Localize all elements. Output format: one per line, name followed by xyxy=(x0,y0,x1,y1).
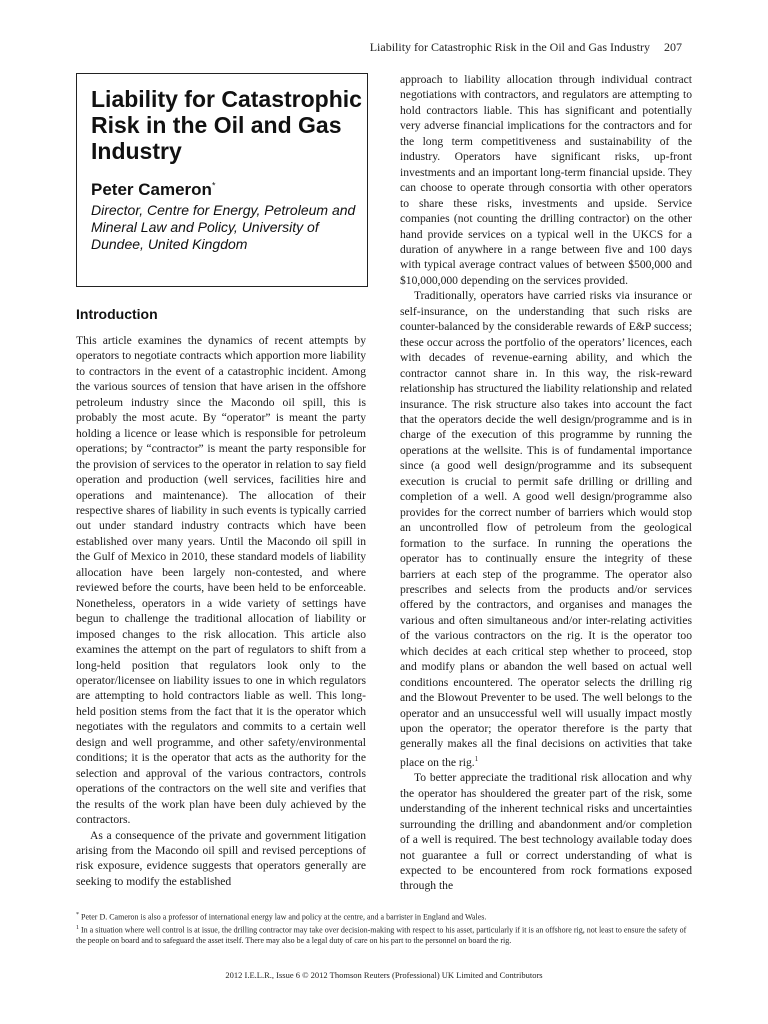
footnote-mark: * xyxy=(76,912,79,918)
right-column xyxy=(400,72,692,894)
footnote-text: In a situation where well control is at issue, the drilling contractor may take over decision-making with respect to his asset, particularly if it is an offshore rig, not least to ensure the safety of the people on board and to safeguard the asset itself. There may also be a legal duty of care on his part to the personnel on board the rig. xyxy=(76,925,687,946)
section-heading-introduction: Introduction xyxy=(76,306,158,322)
footnote-text: Peter D. Cameron is also a professor of international energy law and policy at the centre, and a barrister in England and Wales. xyxy=(81,912,487,922)
footnote xyxy=(76,923,692,947)
author-name: Peter Cameron xyxy=(91,180,212,199)
left-column xyxy=(76,333,366,889)
body-paragraph: This article examines the dynamics of recent attempts by operators to negotiate contracts which apportion more liability to contractors in the event of a catastrophic incident. Among the various sources of tension that have arisen in the offshore petroleum industry since the Macondo oil spill, this is probably the most acute. By “operator” is meant the party holding a licence or lease which is responsible for petroleum operations; by “contractor” is meant the party responsible for the provision of services to the operator in relation to say field operation and production (well services, facilities hire and operations and maintenance). The allocation of their respective shares of liability in such events is typically carried out under standard industry contracts which have been established over many years. Until the Macondo oil spill in the Gulf of Mexico in 2010, these standard models of liability allocation have been largely non-contested, and where reviewed before the courts, have been held to be enforceable. Nonetheless, operators in a wide variety of settings have begun to challenge the traditional allocation of liability or imposed changes to the risk allocation. This article also examines the attempt on the part of regulators to shift from a long-held position that regulators look only to the operator/licensee on liability issues to one in which regulators are attempting to hold contractors liable as well. This long-held position stems from the fact that it is the operator which negotiates with the regulators and commits to a certain well design and well programme, and other safety/environmental conditions; it is the operator that acts as the authority for the selection and approval of the various contractors, controls operations of the contractors on the well site and verifies that the results of the work plan have been duly achieved by the contractors. xyxy=(76,334,366,827)
author-line xyxy=(91,180,367,200)
body-paragraph: As a consequence of the private and government litigation arising from the Macondo oil spill and revised perceptions of risk exposure, evidence suggests that operators generally are seeking to modify the established xyxy=(76,828,366,888)
article-title: Liability for Catastrophic Risk in the Oil and Gas Industry xyxy=(91,86,362,164)
body-paragraph-text: Traditionally, operators have carried risks via insurance or self-insurance, on the understanding that such risks are counter-balanced by the considerable rewards of E&P success; these occur across the portfolio of the operators’ licences, each with decades of revenue-earning ability, and which the contractor cannot share in. In this way, the risk-reward relationship has structured the liability relationship and related insurance. The risk structure also takes into account the fact that the operators decide the well design/programme and is in charge of the execution of this programme by running the operations at the wellsite. This is of fundamental importance since (a good well design/programme and its subsequent execution is crucial to permit safe drilling or drilling and completion of a well. A good well design/programme also provides for the correct number of barriers which would stop an uncontrolled flow of petroleum from the geological formation to the surface. In running the operations the operator has to continually ensure the integrity of these barriers at each step of the programme. The operator also prescribes and selects from the products and/or services offered by the contractors, and organises and manages the various and often simultaneous and/or inter-relating activities of the various contractors on the rig. It is the operator too which decides at each critical step whether to proceed, stop and modify plans or abandon the well based on actual well conditions encountered. The operator selects the drilling rig and the Blowout Preventer to be used. The well belongs to the operator and an unsuccessful well will usually impact mostly upon the operator; the operator therefore is the party that generally makes all the final decisions on activities that take place on the rig. xyxy=(400,289,692,769)
footnotes xyxy=(76,910,692,947)
author-affiliation: Director, Centre for Energy, Petroleum and Mineral Law and Policy, University of Dundee, United Kingdom xyxy=(91,202,356,252)
footnote-ref: 1 xyxy=(474,754,479,763)
running-title: Liability for Catastrophic Risk in the Oil and Gas Industry xyxy=(369,40,650,54)
page-number: 207 xyxy=(664,40,682,54)
body-paragraph: approach to liability allocation through individual contract negotiations with contractors, and regulators are attempting to hold contractors liable. This has significant and potentially very adverse financial implications for the contractors and for the long term competitiveness and sustainability of the industry. Operators have significant risks, up-front investments and an important long-term financial upside. They can choose to operate through consortia with other operators to share these risks, investments and upside. Service companies (not counting the drilling contractor) on the other hand provide services on a typical well in the UKCS for a duration of anywhere in a range between five and 100 days with typical average contract values of between $500,000 and $10,000,000 depending on the services provided. xyxy=(400,73,692,287)
body-paragraph xyxy=(400,288,692,770)
footnote xyxy=(76,910,692,923)
author-footnote-mark: * xyxy=(211,180,216,191)
running-head xyxy=(370,40,682,55)
footnote-mark: 1 xyxy=(76,925,79,932)
title-box xyxy=(76,73,368,287)
body-paragraph: To better appreciate the traditional risk allocation and why the operator has shouldered the greater part of the risk, some understanding of the inherent technical risks and uncertainties surrounding the drilling and abandonment and/or completion of a well is required. The best technology available today does not guarantee a full or correct understanding of what is expected to be encountered from rock formations exposed through the xyxy=(400,771,692,893)
page-footer: 2012 I.E.L.R., Issue 6 © 2012 Thomson Reuters (Professional) UK Limited and Contributors xyxy=(225,970,543,980)
